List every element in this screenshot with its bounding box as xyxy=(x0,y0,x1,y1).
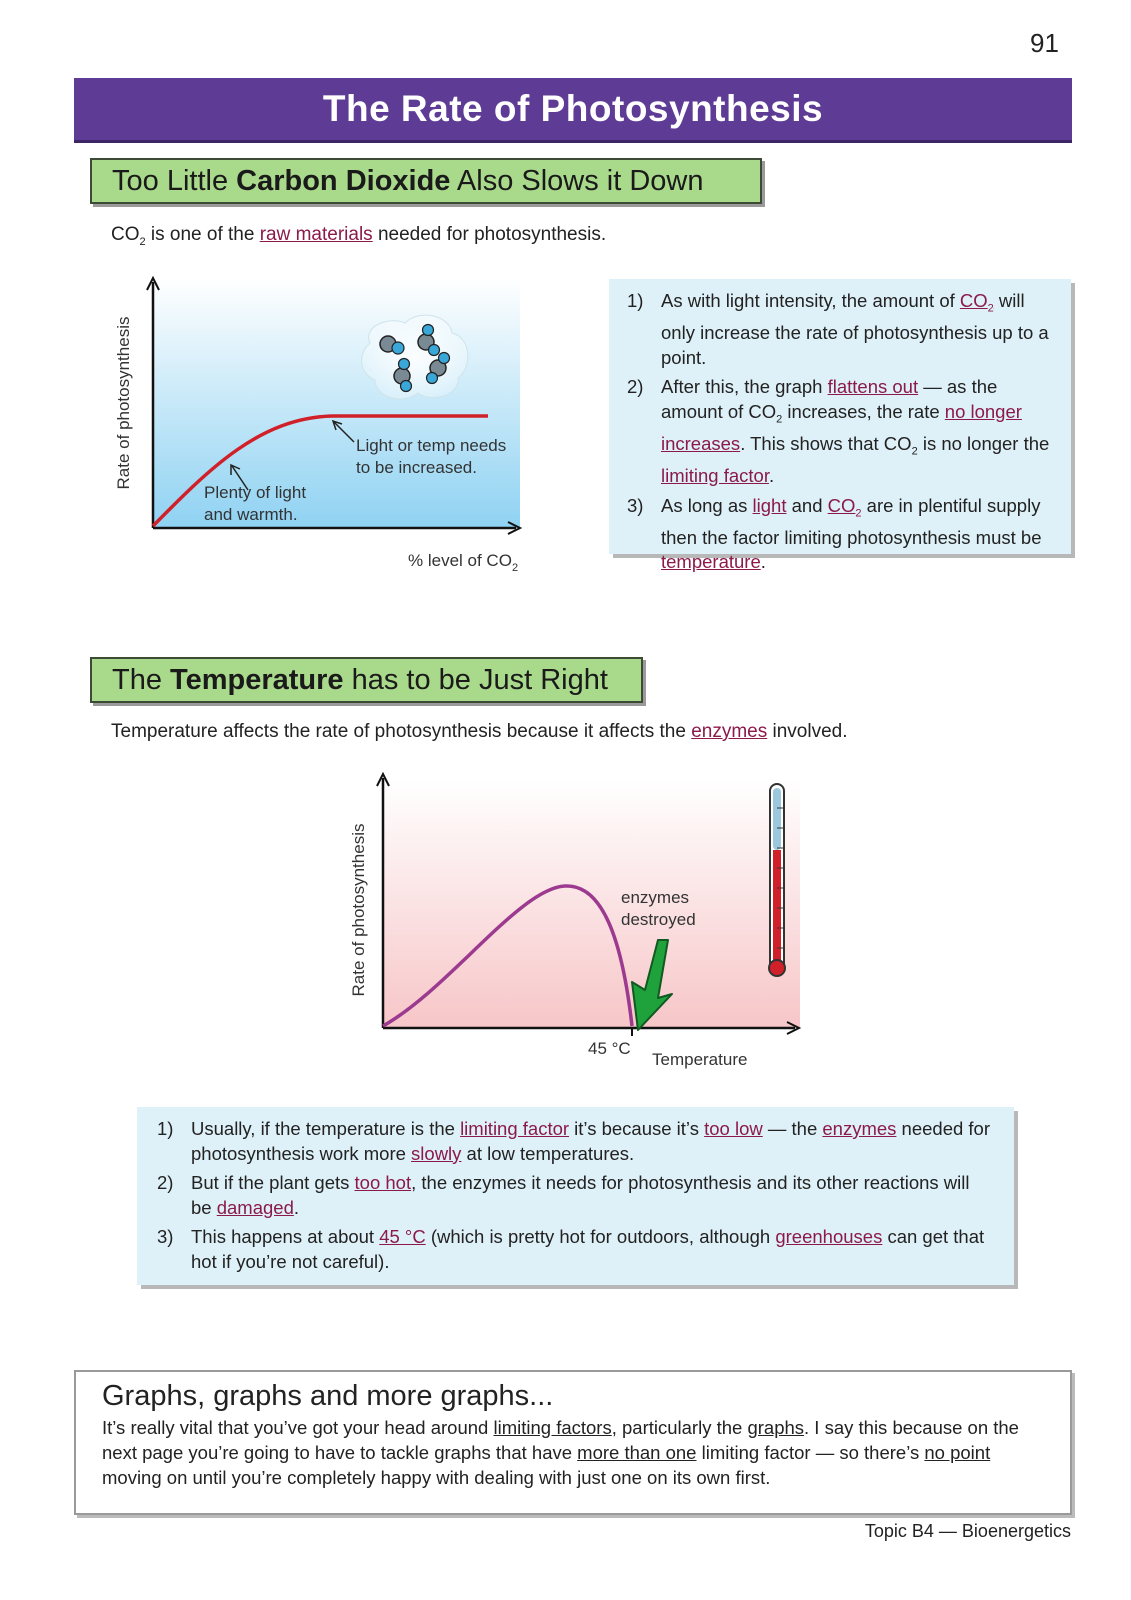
subscript: 2 xyxy=(987,302,994,315)
header-text: Also Slows it Down xyxy=(450,164,704,197)
term-link[interactable]: too low xyxy=(704,1118,763,1139)
item-text xyxy=(661,494,1055,575)
term-link[interactable]: 45 °C xyxy=(379,1226,426,1247)
co2-rate-graph xyxy=(100,268,570,588)
text-run: It’s really vital that you’ve got your head around xyxy=(102,1417,494,1438)
term-link[interactable]: temperature xyxy=(661,551,761,573)
term-link[interactable]: graphs xyxy=(747,1417,805,1438)
summary-text xyxy=(102,1415,1044,1490)
y-axis-label: Rate of photosynthesis xyxy=(349,823,368,997)
item-number: 2) xyxy=(157,1172,174,1193)
term-link[interactable]: enzymes xyxy=(822,1118,897,1139)
temperature-rate-graph xyxy=(340,768,820,1078)
header-bold-text: Temperature xyxy=(170,663,344,696)
text-run: Usually, if the temperature is the xyxy=(191,1118,461,1139)
subscript: 2 xyxy=(911,445,918,458)
co2-key-points xyxy=(609,279,1071,573)
item-text xyxy=(191,1171,994,1220)
section-header-carbon-dioxide xyxy=(90,158,762,204)
item-text xyxy=(191,1225,994,1274)
item-text xyxy=(191,1117,994,1166)
term-link[interactable]: flattens out xyxy=(827,376,919,398)
page-footer: Topic B4 — Bioenergetics xyxy=(864,1521,1071,1541)
term-link[interactable] xyxy=(827,494,862,520)
x-axis-label: Temperature xyxy=(652,1050,748,1069)
text-run: . xyxy=(760,551,766,573)
term-link[interactable]: raw materials xyxy=(259,224,373,245)
summary-box xyxy=(74,1370,1072,1515)
text-run: increases, the rate xyxy=(782,400,945,422)
item-number: 2) xyxy=(627,376,644,398)
text-run: are in plentiful supply then the factor limiting photosynthesis must be xyxy=(661,494,1042,548)
term-link[interactable]: light xyxy=(752,494,787,516)
text-run: at low temperatures. xyxy=(461,1142,635,1164)
intro-text: CO xyxy=(111,224,140,245)
header-text: The xyxy=(112,663,171,696)
item-number: 1) xyxy=(627,290,644,311)
section-intro xyxy=(111,721,848,743)
text-run: and xyxy=(786,494,828,516)
intro-text: involved. xyxy=(767,721,848,742)
x-axis-label-text: % level of CO xyxy=(408,551,512,570)
chart-background xyxy=(383,780,800,1028)
term-link[interactable]: limiting factor xyxy=(661,465,769,487)
term-link[interactable]: more than one xyxy=(577,1442,697,1463)
header-bold-text: Carbon Dioxide xyxy=(236,164,451,197)
annotation-enzymes: destroyed xyxy=(621,910,696,929)
subscript: 2 xyxy=(139,235,146,248)
text-run: is no longer the xyxy=(917,432,1050,454)
intro-text: is one of the xyxy=(145,224,260,245)
annotation-plateau: to be increased. xyxy=(356,458,477,477)
text-run: After this, the graph xyxy=(661,376,828,398)
text-run: needed for photosynthesis work more xyxy=(191,1118,991,1164)
term-link[interactable] xyxy=(959,290,994,315)
text-run: , the enzymes it needs for photosynthesis and its other reactions will be xyxy=(191,1172,970,1218)
text-run: limiting factor — so there’s xyxy=(696,1442,925,1463)
list-item xyxy=(627,375,1055,488)
section-header-temperature xyxy=(90,657,643,703)
term-link[interactable]: too hot xyxy=(354,1172,412,1193)
item-number: 3) xyxy=(157,1226,174,1247)
term-link[interactable]: no point xyxy=(924,1442,991,1463)
header-text: has to be Just Right xyxy=(343,663,608,696)
term-link[interactable]: enzymes xyxy=(691,721,768,742)
section-intro xyxy=(111,224,606,248)
text-run: This happens at about xyxy=(191,1226,380,1247)
text-run: moving on until you’re completely happy with dealing with just one on its own first. xyxy=(102,1467,771,1488)
text-run: — as the amount of CO xyxy=(661,376,998,422)
text-run: As with light intensity, the amount of xyxy=(661,290,960,311)
text-run: . xyxy=(293,1196,300,1218)
annotation-rise: Plenty of light xyxy=(204,483,307,502)
term-link[interactable]: damaged xyxy=(216,1196,294,1218)
list-item xyxy=(627,494,1055,575)
annotation-plateau: Light or temp needs xyxy=(356,436,507,455)
text-run: As long as xyxy=(661,494,753,516)
text-run: . xyxy=(768,465,775,487)
text-run: — the xyxy=(762,1118,823,1139)
page-title: The Rate of Photosynthesis xyxy=(74,78,1072,143)
subscript: 2 xyxy=(776,413,783,426)
list-item xyxy=(627,289,1055,370)
x-axis-tick-label: 45 °C xyxy=(588,1039,631,1058)
intro-text: Temperature affects the rate of photosynthesis because it affects the xyxy=(111,721,692,742)
text-run: will only increase the rate of photosynthesis up to a point. xyxy=(661,290,1049,368)
text-run: But if the plant gets xyxy=(191,1172,355,1193)
list-item xyxy=(157,1225,994,1274)
list-item xyxy=(157,1171,994,1220)
thermometer-icon xyxy=(769,784,785,976)
header-text: Too Little xyxy=(112,164,237,197)
text-run: . I say this because on the next page you’re going to have to tackle graphs that have xyxy=(102,1417,1019,1463)
text-run: , particularly the xyxy=(611,1417,748,1438)
text-run: can get that hot if you’re not careful). xyxy=(191,1226,985,1272)
text-run: . This shows that CO xyxy=(740,432,912,454)
item-text xyxy=(661,289,1055,370)
y-axis-label: Rate of photosynthesis xyxy=(114,316,133,490)
page-number: 91 xyxy=(1030,28,1059,58)
text-run: it’s because it’s xyxy=(569,1118,705,1139)
text-run: (which is pretty hot for outdoors, although xyxy=(425,1226,776,1247)
item-number: 3) xyxy=(627,494,644,516)
annotation-enzymes: enzymes xyxy=(621,888,690,907)
term-link[interactable]: no longer increases xyxy=(661,400,1022,454)
term-text: CO xyxy=(827,494,856,516)
term-link[interactable]: limiting factor xyxy=(460,1118,570,1139)
x-axis-label xyxy=(408,551,518,574)
term-link[interactable]: greenhouses xyxy=(775,1226,883,1247)
term-text: CO xyxy=(959,290,988,311)
term-link[interactable]: limiting factors xyxy=(493,1417,612,1438)
temperature-key-points xyxy=(137,1107,1014,1285)
subscript: 2 xyxy=(511,562,519,574)
item-text xyxy=(661,375,1055,488)
intro-text: needed for photosynthesis. xyxy=(372,224,607,245)
list-item xyxy=(157,1117,994,1166)
summary-title: Graphs, graphs and more graphs... xyxy=(102,1380,554,1412)
item-number: 1) xyxy=(157,1118,174,1139)
term-link[interactable]: slowly xyxy=(411,1142,462,1164)
subscript: 2 xyxy=(855,507,862,520)
annotation-rise: and warmth. xyxy=(204,505,298,524)
